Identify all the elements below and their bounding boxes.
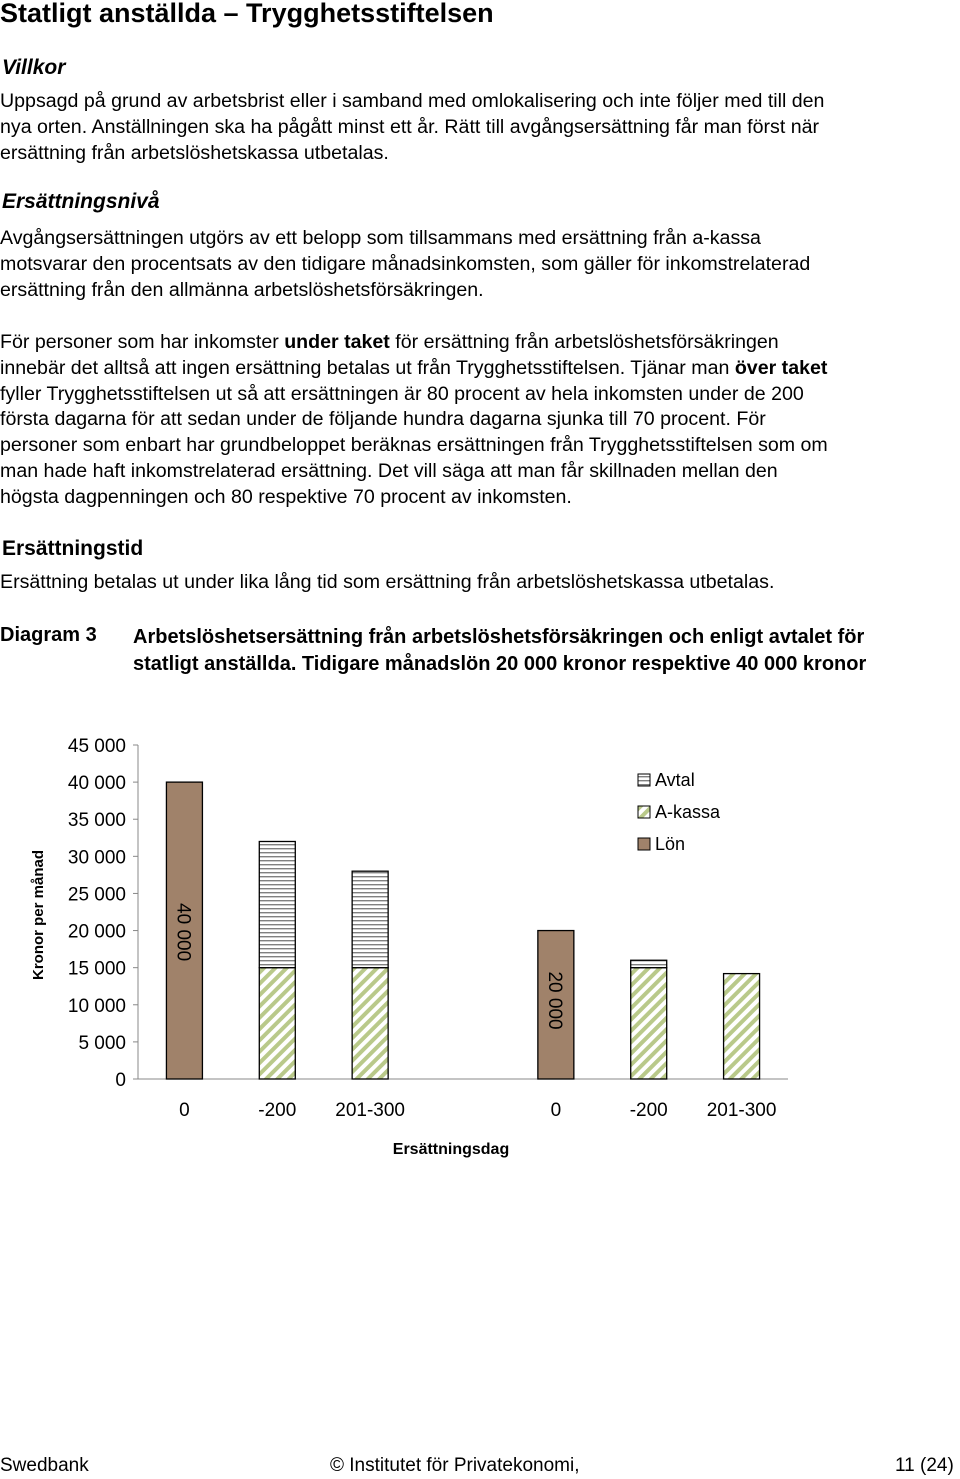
legend-label: A-kassa <box>655 802 721 822</box>
y-tick-label: 35 000 <box>67 810 126 832</box>
x-tick-label: 201-300 <box>335 1100 406 1121</box>
heading-ersattningsniva: Ersättningsnivå <box>2 190 160 213</box>
text-run: För personer som har inkomster <box>0 331 285 353</box>
diagram-caption <box>133 624 960 678</box>
x-tick-label: -200 <box>629 1100 668 1121</box>
y-tick-label: 45 000 <box>67 736 126 757</box>
bar-value-label: 20 000 <box>543 971 565 1030</box>
bar-segment-avtal <box>352 871 388 967</box>
villkor-line: nya orten. Anställningen ska ha pågått minst ett år. Rätt till avgångsersättning får man först när <box>0 115 820 138</box>
legend-label: Lön <box>655 834 686 854</box>
y-tick-label: 15 000 <box>67 958 126 980</box>
paragraph-line <box>0 356 960 382</box>
y-tick-label: 30 000 <box>67 847 126 869</box>
footer-page-number: 11 (24) <box>895 1455 954 1476</box>
bold-under-taket: under taket <box>284 331 390 353</box>
bar-segment-akassa <box>724 974 760 1079</box>
paragraph-line: fyller Trygghetsstiftelsen ut så att ersättningen är 80 procent av hela inkomsten under de 200 <box>0 382 804 405</box>
legend-swatch <box>638 806 650 818</box>
bar-segment-akassa <box>352 968 388 1079</box>
paragraph-line: högsta dagpenningen och 80 respektive 70 procent av inkomsten. <box>0 485 572 508</box>
x-axis-title: Ersättningsdag <box>392 1141 510 1158</box>
footer-left: Swedbank <box>0 1455 89 1476</box>
bar-segment-avtal <box>259 841 295 967</box>
footer-center: © Institutet för Privatekonomi, <box>330 1455 580 1476</box>
legend-swatch <box>638 838 650 850</box>
ersattningsniva-line: Avgångsersättningen utgörs av ett belopp som tillsammans med ersättning från a-kassa <box>0 227 761 249</box>
villkor-line: Uppsagd på grund av arbetsbrist eller i samband med omlokalisering och inte följer med till den <box>0 90 825 112</box>
bar-segment-akassa <box>259 968 295 1079</box>
diagram-label: Diagram 3 <box>0 624 97 646</box>
y-tick-label: 10 000 <box>67 995 126 1017</box>
y-tick-label: 5 000 <box>78 1032 126 1054</box>
caption-line: Arbetslöshetsersättning från arbetslöshetsförsäkringen och enligt avtalet för <box>133 626 865 648</box>
ersattningsniva-line: motsvarar den procentsats av den tidigare månadsinkomsten, som gäller för inkomstrelaterad <box>0 252 811 275</box>
x-tick-label: -200 <box>258 1100 297 1121</box>
paragraph-line <box>0 330 960 356</box>
caption-line: statligt anställda. Tidigare månadslön 20 000 kronor respektive 40 000 kronor <box>133 653 867 675</box>
page-title: Statligt anställda – Trygghetsstiftelsen <box>0 0 494 28</box>
text-run: för ersättning från arbetslöshetsförsäkringen <box>389 331 779 353</box>
bold-over-taket: över taket <box>734 356 828 379</box>
legend-label: Avtal <box>655 770 695 790</box>
heading-villkor: Villkor <box>2 56 66 79</box>
ersattningsniva-text <box>0 226 960 303</box>
ersattningstid-text: Ersättning betalas ut under lika lång tid som ersättning från arbetslöshetskassa utbetalas. <box>0 571 775 593</box>
legend-swatch <box>638 774 650 786</box>
stacked-bar-chart <box>0 720 960 1170</box>
heading-ersattningstid: Ersättningstid <box>2 537 144 560</box>
villkor-line: ersättning från arbetslöshetskassa utbetalas. <box>0 141 389 164</box>
villkor-text <box>0 89 960 166</box>
bar-segment-akassa <box>631 968 667 1079</box>
paragraph-line: personer som enbart har grundbeloppet beräknas ersättningen från Trygghetsstiftelsen som om <box>0 434 828 457</box>
x-tick-label: 0 <box>179 1100 190 1121</box>
y-axis-title: Kronor per månad <box>30 849 47 981</box>
y-tick-label: 0 <box>115 1070 126 1091</box>
paragraph-line: man hade haft inkomstrelaterad ersättning. Det vill säga att man får skillnaden mellan den <box>0 459 778 482</box>
y-tick-label: 40 000 <box>67 773 126 795</box>
bar-segment-avtal <box>631 960 667 967</box>
x-tick-label: 0 <box>550 1100 562 1121</box>
text-run: innebär det alltså att ingen ersättning betalas ut från Trygghetsstiftelsen. Tjänar man <box>0 356 735 379</box>
y-tick-label: 20 000 <box>67 921 126 943</box>
paragraph-line: första dagarna för att sedan under de följande hundra dagarna sjunka till 70 procent. För <box>0 408 766 431</box>
income-ceiling-paragraph <box>0 330 960 511</box>
ersattningsniva-line: ersättning från den allmänna arbetslöshetsförsäkringen. <box>0 278 484 301</box>
x-tick-label: 201-300 <box>706 1100 777 1121</box>
bar-value-label: 40 000 <box>172 903 194 962</box>
y-tick-label: 25 000 <box>67 884 126 906</box>
